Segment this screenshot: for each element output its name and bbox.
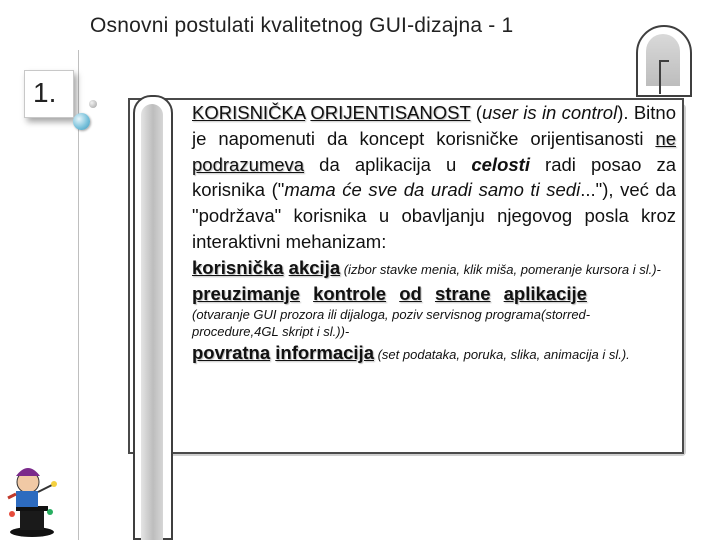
scroll-curl-tick [659, 60, 669, 94]
heading-orijentisanost: ORIJENTISANOST [310, 102, 471, 123]
magician-clipart-icon [2, 462, 60, 538]
slide-number-box [24, 70, 74, 118]
intro-paragraph [192, 100, 676, 255]
text-fragment: ). Bitno je napomenuti da koncept korisničke orijentisanosti [192, 102, 676, 149]
app-od: od [399, 282, 422, 304]
text-fragment: ..."), već da "podržava" korisnika u obavljanju njegovog posla kroz interaktivni mehanizam: [192, 179, 677, 252]
app-strane: strane [434, 282, 491, 304]
text-fragment: da aplikacija u [304, 153, 472, 175]
action-note: (izbor stavke menia, klik miša, pomeranje kursora i sl.)- [340, 261, 661, 277]
text-fragment: ( [470, 102, 482, 123]
action-korisnicka: korisnička [192, 256, 284, 278]
word-celosti: celosti [471, 153, 530, 175]
text-fragment: radi posao za korisnika (" [192, 153, 676, 201]
application-note: (otvaranje GUI prozora ili dijaloga, poziv servisnog programa(storred-procedure,4GL skript i sl.))- [192, 307, 591, 340]
application-row [192, 281, 676, 307]
feedback-note: (set podataka, poruka, slika, animacija i sl.). [373, 347, 630, 363]
user-in-control: user is in control [481, 102, 618, 123]
feedback-informacija: informacija [275, 342, 374, 364]
feedback-povratna: povratna [192, 342, 271, 364]
scroll-content [192, 100, 676, 366]
app-preuzimanje: preuzimanje [192, 282, 300, 304]
word-ne: ne [655, 127, 676, 149]
feedback-row [192, 340, 676, 366]
heading-korisnicka: KORISNIČKA [192, 102, 306, 123]
slide-title: Osnovni postulati kvalitetnog GUI-dizajna - 1 [90, 14, 514, 37]
slide-number: 1. [33, 77, 57, 108]
action-row [192, 255, 676, 281]
app-kontrole: kontrole [313, 282, 387, 304]
quote-text: mama će sve da uradi samo ti sedi [284, 179, 581, 201]
action-akcija: akcija [288, 256, 341, 278]
word-podrazumeva: podrazumeva [192, 153, 305, 175]
blue-bubble-icon [73, 113, 90, 130]
app-aplikacije: aplikacije [503, 282, 587, 304]
small-bubble-icon [89, 100, 97, 108]
scroll-left-roll-shade [141, 104, 163, 540]
